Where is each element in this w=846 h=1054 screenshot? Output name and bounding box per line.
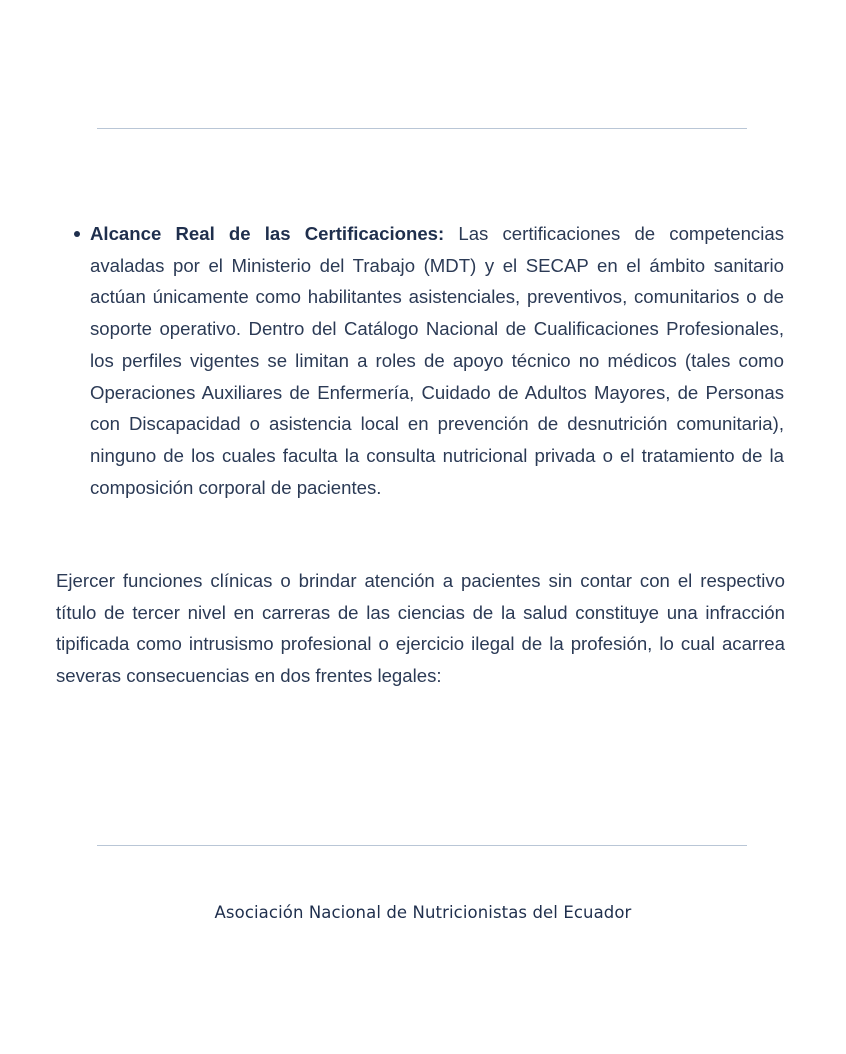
bullet-list-item	[62, 218, 784, 503]
bullet-icon	[74, 231, 80, 237]
body-paragraph: Ejercer funciones clínicas o brindar atención a pacientes sin contar con el respectivo título de tercer nivel en carreras de las ciencias de la salud constituye una infracción tipificada como intrusismo profesional o ejercicio ilegal de la profesión, lo cual acarrea severas consecuencias en dos frentes legales:	[56, 570, 785, 687]
footer-organization: Asociación Nacional de Nutricionistas del Ecuador	[214, 903, 632, 922]
bottom-divider	[97, 845, 747, 846]
top-divider	[97, 128, 747, 129]
bullet-paragraph	[90, 218, 784, 503]
bullet-body: Las certificaciones de competencias avaladas por el Ministerio del Trabajo (MDT) y el SECAP en el ámbito sanitario actúan únicamente como habilitantes asistenciales, preventivos, comunitarios o de soporte operativo. Dentro del Catálogo Nacional de Cualificaciones Profesionales, los perfiles vigentes se limitan a roles de apoyo técnico no médicos (tales como Operaciones Auxiliares de Enfermería, Cuidado de Adultos Mayores, de Personas con Discapacidad o asistencia local en prevención de desnutrición comunitaria), ninguno de los cuales faculta la consulta nutricional privada o el tratamiento de la composición corporal de pacientes.	[90, 223, 784, 498]
bullet-title: Alcance Real de las Certificaciones:	[90, 223, 445, 244]
